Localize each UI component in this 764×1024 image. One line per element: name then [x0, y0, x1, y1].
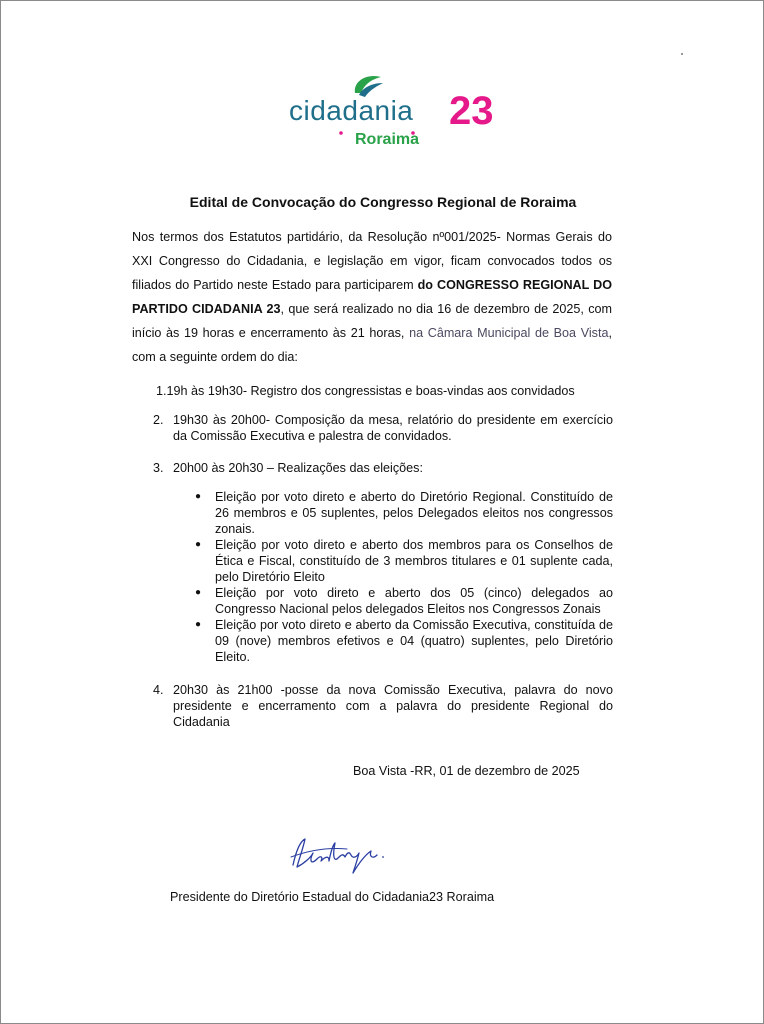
election-bullet-list	[195, 489, 613, 665]
agenda-text: 19h30 às 20h00- Composição da mesa, relatório do presidente em exercício da Comissão Executiva e palestra de convidados.	[173, 413, 613, 443]
bullet-text: Eleição por voto direto e aberto da Comissão Executiva, constituída de 09 (nove) membros efetivos e 04 (quatro) suplentes, pelo Diretório Eleito.	[215, 618, 613, 664]
agenda-number: 3.	[153, 461, 164, 475]
list-item	[195, 489, 613, 537]
agenda-item-4	[153, 682, 613, 730]
logo-region: Roraima	[355, 131, 420, 148]
list-item	[195, 585, 613, 617]
intro-location: na Câmara Municipal de Boa Vista	[409, 326, 609, 340]
agenda-number: 4.	[153, 683, 164, 697]
signer-title: Presidente do Diretório Estadual do Cidadania23 Roraima	[170, 890, 495, 904]
place-date-line: Boa Vista -RR, 01 de dezembro de 2025	[353, 764, 580, 778]
handwritten-signature	[287, 827, 397, 877]
intro-text-3: , com a seguinte ordem do dia:	[132, 326, 612, 364]
list-item	[195, 617, 613, 665]
bullet-icon: ●	[195, 587, 202, 598]
agenda-item-1: 1.19h às 19h30- Registro dos congressistas e boas-vindas aos convidados	[156, 384, 575, 398]
page-mark	[681, 53, 683, 55]
agenda-text: 20h00 às 20h30 – Realizações das eleições:	[173, 461, 423, 475]
intro-text-1: Nos termos dos Estatutos partidário, da Resolução nº001/2025- Normas Gerais do XXI Congresso do Cidadania, e legislação em vigor, ficam convocados todos os filiados do Partido neste Estado para participarem	[132, 230, 612, 292]
agenda-number: 2.	[153, 413, 164, 427]
intro-congress-name: do CONGRESSO REGIONAL DO PARTIDO CIDADANIA 23	[132, 278, 612, 316]
bullet-icon: ●	[195, 539, 202, 550]
agenda-text: 20h30 às 21h00 -posse da nova Comissão Executiva, palavra do novo presidente e encerramento com a palavra do presidente Regional do Cidadania	[173, 683, 613, 729]
bullet-text: Eleição por voto direto e aberto dos 05 (cinco) delegados ao Congresso Nacional pelos delegados Eleitos nos Congressos Zonais	[215, 586, 613, 616]
bullet-text: Eleição por voto direto e aberto do Diretório Regional. Constituído de 26 membros e 05 suplentes, pelos Delegados eleitos nos congressos zonais.	[215, 490, 613, 536]
intro-text-2: , que será realizado no dia 16 de dezembro de 2025, com início às 19 horas e encerramento às 21 horas,	[132, 302, 612, 340]
agenda-item-2	[153, 412, 613, 444]
intro-paragraph	[132, 225, 612, 369]
bullet-text: Eleição por voto direto e aberto dos membros para os Conselhos de Ética e Fiscal, constituído de 3 membros titulares e 01 suplente cada, pelo Diretório Eleito	[215, 538, 613, 584]
agenda-item-3	[153, 460, 613, 476]
logo-number: 23	[449, 89, 494, 133]
bullet-icon: ●	[195, 619, 202, 630]
list-item	[195, 537, 613, 585]
document-title: Edital de Convocação do Congresso Regional de Roraima	[189, 194, 577, 210]
party-logo	[287, 73, 527, 153]
logo-wordmark: cidadania	[289, 95, 414, 126]
bullet-icon: ●	[195, 491, 202, 502]
